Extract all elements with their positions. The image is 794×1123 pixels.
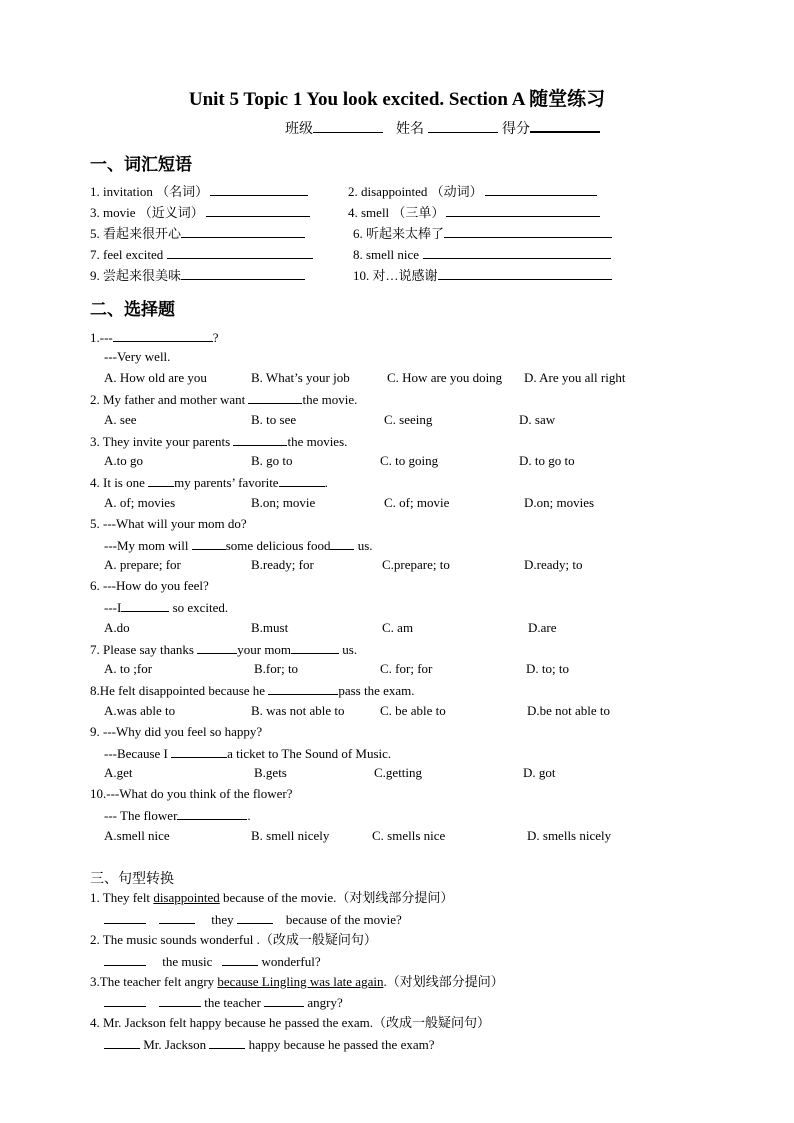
question-6: 6. ---How do you feel? bbox=[90, 578, 209, 593]
q4-option-c[interactable]: C. of; movie bbox=[384, 495, 450, 510]
q1-option-d[interactable]: D. Are you all right bbox=[524, 370, 626, 385]
vocab-10: 10. 对…说感谢 bbox=[353, 268, 438, 283]
vocab-9-blank[interactable] bbox=[181, 266, 305, 280]
q3-option-d[interactable]: D. to go to bbox=[519, 453, 575, 468]
transform-2-answer: the music wonderful? bbox=[104, 952, 321, 971]
q3-option-b[interactable]: B. go to bbox=[251, 453, 293, 468]
vocab-4: 4. smell （三单） bbox=[348, 205, 445, 220]
section3-heading: 三、句型转换 bbox=[90, 871, 174, 887]
q9-option-a[interactable]: A.get bbox=[104, 765, 133, 780]
vocab-7: 7. feel excited bbox=[90, 247, 164, 262]
question-2: 2. My father and mother want the movie. bbox=[90, 392, 358, 407]
question-7: 7. Please say thanks your mom us. bbox=[90, 642, 358, 657]
vocab-8-blank[interactable] bbox=[423, 245, 611, 259]
vocab-2-blank[interactable] bbox=[485, 182, 597, 196]
t1-blank-3[interactable] bbox=[237, 910, 273, 924]
t4-blank-1[interactable] bbox=[104, 1035, 140, 1049]
q2-blank[interactable] bbox=[248, 390, 302, 404]
question-3: 3. They invite your parents the movies. bbox=[90, 434, 348, 449]
name-blank[interactable] bbox=[428, 119, 498, 133]
q5-option-b[interactable]: B.ready; for bbox=[251, 557, 314, 572]
vocab-4-blank[interactable] bbox=[446, 203, 600, 217]
q6-option-c[interactable]: C. am bbox=[382, 620, 414, 635]
t3-blank-2[interactable] bbox=[159, 993, 201, 1007]
q7-option-b[interactable]: B.for; to bbox=[254, 661, 299, 676]
q6-blank[interactable] bbox=[121, 598, 169, 612]
q8-option-b[interactable]: B. was not able to bbox=[251, 703, 345, 718]
question-1: 1.--- ? bbox=[90, 330, 219, 345]
q4-option-a[interactable]: A. of; movies bbox=[104, 495, 176, 510]
class-label: 班级 bbox=[285, 122, 313, 137]
q9-option-d[interactable]: D. got bbox=[523, 765, 556, 780]
q1-answer: ---Very well. bbox=[104, 349, 171, 364]
q10-option-d[interactable]: D. smells nicely bbox=[527, 828, 612, 843]
q10-answer: --- The flower . bbox=[104, 808, 251, 823]
vocab-9: 9. 尝起来很美味 bbox=[90, 268, 182, 283]
q5-blank-2[interactable] bbox=[330, 536, 354, 550]
score-field[interactable] bbox=[502, 118, 600, 138]
q9-option-c[interactable]: C.getting bbox=[374, 765, 423, 780]
transform-4: 4. Mr. Jackson felt happy because he passed the exam.（改成一般疑问句） bbox=[90, 1015, 491, 1030]
question-4: 4. It is one my parents’ favorite . bbox=[90, 475, 328, 490]
q1-option-b[interactable]: B. What’s your job bbox=[251, 370, 350, 385]
vocab-1: 1. invitation （名词） bbox=[90, 184, 209, 199]
vocab-10-blank[interactable] bbox=[438, 266, 612, 280]
q8-option-c[interactable]: C. be able to bbox=[380, 703, 446, 718]
underlined-word: disappointed bbox=[153, 890, 220, 905]
name-label: 姓名 bbox=[396, 122, 424, 137]
q9-blank[interactable] bbox=[171, 744, 227, 758]
vocab-8: 8. smell nice bbox=[353, 247, 420, 262]
q5-blank-1[interactable] bbox=[192, 536, 226, 550]
q10-blank[interactable] bbox=[177, 806, 247, 820]
q5-answer: ---My mom will some delicious food us. bbox=[104, 538, 373, 553]
transform-4-answer: Mr. Jackson happy because he passed the exam? bbox=[104, 1035, 435, 1054]
transform-3: 3.The teacher felt angry because Lingling was late again.（对划线部分提问） bbox=[90, 974, 504, 989]
q6-option-d[interactable]: D.are bbox=[528, 620, 557, 635]
underlined-phrase: because Lingling was late again bbox=[217, 974, 384, 989]
name-field[interactable] bbox=[396, 118, 498, 138]
q1-option-a[interactable]: A. How old are you bbox=[104, 370, 207, 385]
question-8: 8.He felt disappointed because he pass the exam. bbox=[90, 683, 415, 698]
t1-blank-2[interactable] bbox=[159, 910, 195, 924]
q7-option-c[interactable]: C. for; for bbox=[380, 661, 433, 676]
page-title: Unit 5 Topic 1 You look excited. Section A 随堂练习 bbox=[188, 89, 606, 110]
vocab-6-blank[interactable] bbox=[444, 224, 612, 238]
q4-option-b[interactable]: B.on; movie bbox=[251, 495, 316, 510]
vocab-3: 3. movie （近义词） bbox=[90, 205, 204, 220]
q4-blank-2[interactable] bbox=[279, 473, 325, 487]
q2-option-b[interactable]: B. to see bbox=[251, 412, 297, 427]
transform-3-answer: the teacher angry? bbox=[104, 993, 343, 1012]
vocab-7-blank[interactable] bbox=[167, 245, 313, 259]
class-blank[interactable] bbox=[313, 119, 383, 133]
question-9: 9. ---Why did you feel so happy? bbox=[90, 724, 263, 739]
q7-option-d[interactable]: D. to; to bbox=[526, 661, 569, 676]
q9-option-b[interactable]: B.gets bbox=[254, 765, 287, 780]
q5-option-a[interactable]: A. prepare; for bbox=[104, 557, 181, 572]
score-blank[interactable] bbox=[530, 118, 600, 133]
vocab-3-blank[interactable] bbox=[206, 203, 310, 217]
class-field[interactable] bbox=[285, 118, 383, 138]
transform-1-answer: they because of the movie? bbox=[104, 910, 402, 929]
q6-answer: ---I so excited. bbox=[104, 600, 229, 615]
q7-option-a[interactable]: A. to ;for bbox=[104, 661, 153, 676]
score-label: 得分 bbox=[502, 122, 530, 137]
section2-heading: 二、选择题 bbox=[90, 300, 175, 320]
question-10: 10.---What do you think of the flower? bbox=[90, 786, 293, 801]
vocab-1-blank[interactable] bbox=[210, 182, 308, 196]
t4-blank-2[interactable] bbox=[209, 1035, 245, 1049]
q8-blank[interactable] bbox=[268, 681, 338, 695]
q10-option-c[interactable]: C. smells nice bbox=[372, 828, 446, 843]
q5-option-d[interactable]: D.ready; to bbox=[524, 557, 583, 572]
q6-option-a[interactable]: A.do bbox=[104, 620, 130, 635]
vocab-6: 6. 听起来太棒了 bbox=[353, 226, 445, 241]
q1-option-c[interactable]: C. How are you doing bbox=[387, 370, 503, 385]
question-5: 5. ---What will your mom do? bbox=[90, 516, 247, 531]
q3-option-a[interactable]: A.to go bbox=[104, 453, 143, 468]
q4-blank-1[interactable] bbox=[148, 473, 174, 487]
vocab-5: 5. 看起来很开心 bbox=[90, 226, 182, 241]
q8-option-d[interactable]: D.be not able to bbox=[527, 703, 611, 718]
vocab-2: 2. disappointed （动词） bbox=[348, 184, 483, 199]
q7-blank-2[interactable] bbox=[291, 640, 339, 654]
q2-option-a[interactable]: A. see bbox=[104, 412, 137, 427]
q3-blank[interactable] bbox=[233, 432, 287, 446]
q5-option-c[interactable]: C.prepare; to bbox=[382, 557, 450, 572]
section1-heading: 一、词汇短语 bbox=[90, 155, 192, 175]
q2-option-c[interactable]: C. seeing bbox=[384, 412, 433, 427]
q4-option-d[interactable]: D.on; movies bbox=[524, 495, 595, 510]
t3-blank-1[interactable] bbox=[104, 993, 146, 1007]
t2-blank-2[interactable] bbox=[222, 952, 258, 966]
transform-2: 2. The music sounds wonderful .（改成一般疑问句） bbox=[90, 932, 377, 947]
q2-option-d[interactable]: D. saw bbox=[519, 412, 556, 427]
q9-answer: ---Because I a ticket to The Sound of Music. bbox=[104, 746, 392, 761]
vocab-5-blank[interactable] bbox=[181, 224, 305, 238]
q10-option-a[interactable]: A.smell nice bbox=[104, 828, 170, 843]
q7-blank-1[interactable] bbox=[197, 640, 237, 654]
t1-blank-1[interactable] bbox=[104, 910, 146, 924]
t3-blank-3[interactable] bbox=[264, 993, 304, 1007]
transform-1: 1. They felt disappointed because of the movie.（对划线部分提问） bbox=[90, 890, 454, 905]
t2-blank-1[interactable] bbox=[104, 952, 146, 966]
q6-option-b[interactable]: B.must bbox=[251, 620, 289, 635]
q3-option-c[interactable]: C. to going bbox=[380, 453, 439, 468]
q8-option-a[interactable]: A.was able to bbox=[104, 703, 176, 718]
q1-blank[interactable] bbox=[113, 328, 213, 342]
q10-option-b[interactable]: B. smell nicely bbox=[251, 828, 330, 843]
